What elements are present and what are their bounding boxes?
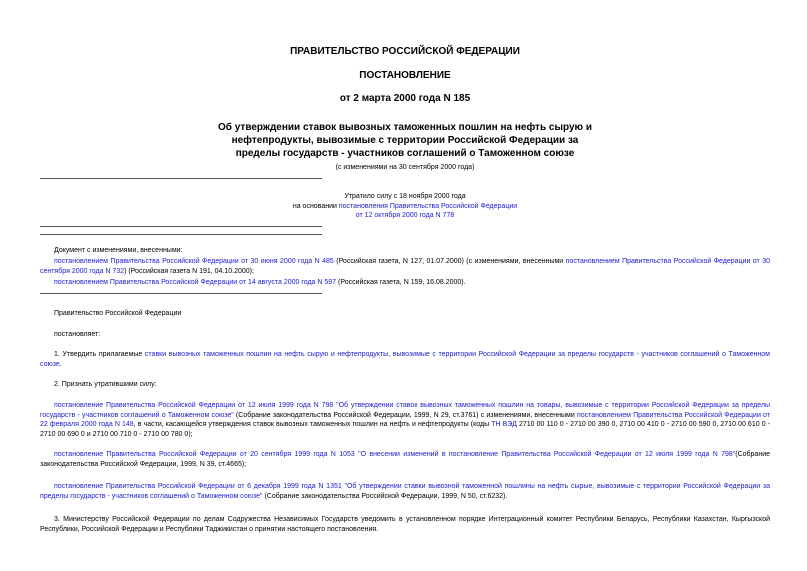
government-line: Правительство Российской Федерации (54, 310, 182, 317)
changes-item-2-link[interactable]: постановлением Правительства Российской Федерации от 14 августа 2000 года N 597 (54, 279, 337, 286)
paragraph-4-link[interactable]: постановление Правительства Российской Федерации от 20 сентября 1999 года N 1053 "О внесении изменений в постановление Правительства Российской Федерации от 12 июля 1999 года N 798" (54, 451, 736, 458)
title-line-2: нефтепродукты, вывозимые с территории Российской Федерации за (231, 135, 579, 146)
changes-intro: Документ с изменениями, внесенными: (54, 247, 183, 254)
paragraph-2: 2. Признать утратившими силу: (54, 381, 157, 388)
paragraph-3-link-2[interactable]: постановлением Правительства Российской Федерации от 22 февраля 2000 года N 148 (40, 411, 770, 428)
changes-item-2-text: (Российская газета, N 159, 16.08.2000). (336, 279, 466, 286)
paragraph-5-text: (Собрание законодательства Российской Федерации, 1999, N 50, ст.6232). (262, 492, 508, 500)
divider (40, 226, 322, 227)
decides-line: постановляет: (54, 331, 101, 338)
paragraph-1-end: . (59, 360, 62, 368)
paragraph-4-text: (Собрание законодательства Российской Федерации, 1999, N 39, ст.4665); (40, 451, 770, 468)
paragraph-4 (40, 450, 770, 469)
paragraph-3-text-3: 2710 00 110 0 - 2710 00 390 0, 2710 00 410 0 - 2710 00 590 0, 2710 00 610 0 - 2710 00 690 0 и 2710 00 710 0 - 2710 00 780 0); (40, 421, 771, 438)
org-heading: ПРАВИТЕЛЬСТВО РОССИЙСКОЙ ФЕДЕРАЦИИ (290, 46, 520, 57)
doc-type-heading: ПОСТАНОВЛЕНИЕ (359, 70, 451, 81)
divider (40, 178, 322, 179)
paragraph-6: 3. Министерству Российской Федерации по делам Содружества Независимых Государств уведомить в установленном порядке Интеграционный комитет Республики Беларусь, Республики Казахстан, Кыргызской Республики, Российской Федерации и Республики Таджикистан о принятии настоящего постановления. (40, 516, 770, 533)
paragraph-5-link[interactable]: постановление Правительства Российской Федерации от 6 декабря 1999 года N 1351 "Об утверждении ставки вывозной таможенной пошлины на нефть сырые, вывозимые с территории Российской Федерации за пределы государств - участников соглашений о Таможенном союзе" (40, 483, 770, 500)
amendment-note: (с изменениями на 30 сентября 2000 года) (335, 164, 475, 171)
lost-force-link-date[interactable]: от 12 октября 2000 года N 778 (355, 212, 455, 219)
paragraph-3-text-2: , в части, касающейся утверждения ставок вывозных таможенных пошлин на нефть и нефтепродукты (коды (133, 421, 492, 428)
changes-item-1-text-2: ) (Российская газета N 191, 04.10.2000); (124, 267, 254, 275)
title-line-1: Об утверждении ставок вывозных таможенных пошлин на нефть сырую и (218, 122, 592, 133)
paragraph-3 (40, 401, 770, 439)
changes-item-2 (40, 278, 770, 288)
divider (40, 234, 322, 235)
paragraph-1-link[interactable]: ставки вывозных таможенных пошлин на нефть сырую и нефтепродукты, вывозимые с территории Российской Федерации за пределы государств - участников соглашений о Таможенном союзе (40, 351, 770, 368)
lost-force-prefix: на основании (292, 202, 339, 210)
changes-item-1-link-2[interactable]: постановлением Правительства Российской Федерации от 30 сентября 2000 года N 732 (40, 258, 770, 275)
paragraph-1-text: 1. Утвердить прилагаемые (54, 351, 145, 358)
lost-force-link[interactable]: постановления Правительства Российской Федерации (338, 202, 518, 210)
date-number-heading: от 2 марта 2000 года N 185 (339, 93, 471, 104)
changes-item-1-link-1[interactable]: постановлением Правительства Российской Федерации от 30 июня 2000 года N 485 (54, 258, 334, 265)
changes-item-1 (40, 257, 770, 276)
changes-item-1-text-1: (Российская газета, N 127, 01.07.2000) (с изменениями, внесенными (333, 258, 566, 265)
paragraph-3-text-1: (Собрание законодательства Российской Федерации, 1999, N 29, ст.3761) с изменениями, внесенными (233, 411, 577, 419)
lost-force-block (40, 192, 770, 221)
title-line-3: пределы государств - участников соглашений о Таможенном союзе (235, 148, 575, 159)
paragraph-3-link-1[interactable]: постановление Правительства Российской Федерации от 12 июля 1999 года N 798 "Об утверждении ставок вывозных таможенных пошлин на товары, вывозимые с территории Российской Федерации за пределы государств - участников соглашений о Таможенном союзе" (40, 402, 770, 419)
divider (40, 293, 322, 294)
lost-force-line: Утратило силу с 18 ноября 2000 года (344, 193, 466, 200)
lost-force-basis (40, 202, 770, 212)
paragraph-5 (40, 482, 770, 501)
paragraph-1 (40, 350, 770, 369)
document-title (40, 121, 770, 160)
paragraph-3-link-3[interactable]: ТН ВЭД (491, 421, 517, 428)
